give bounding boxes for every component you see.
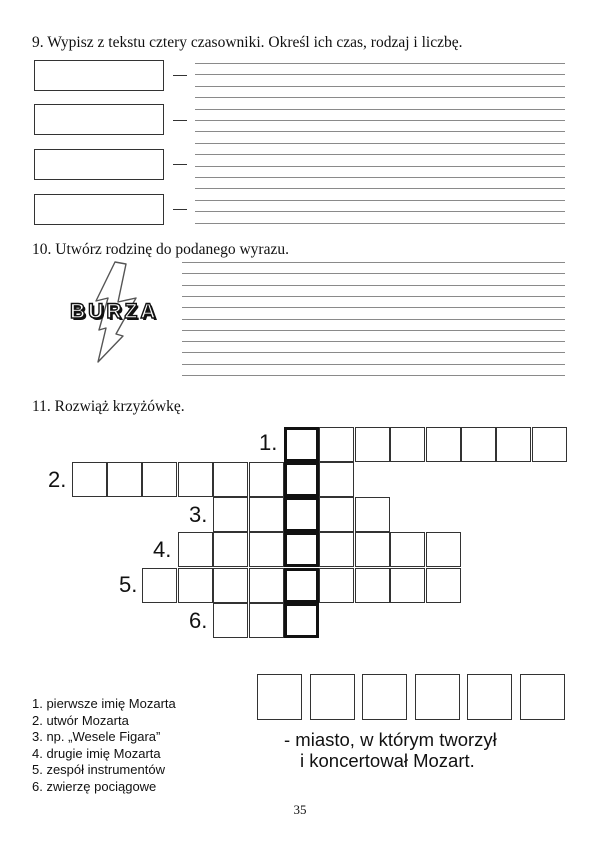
- crossword-cell[interactable]: [355, 568, 390, 603]
- clue-item: 5. zespół instrumentów: [32, 762, 165, 777]
- crossword-cell[interactable]: [426, 427, 461, 462]
- crossword-cell[interactable]: [390, 532, 425, 567]
- writing-line[interactable]: [195, 223, 565, 224]
- writing-line[interactable]: [195, 166, 565, 167]
- clue-item: 2. utwór Mozarta: [32, 712, 129, 728]
- writing-line[interactable]: [182, 364, 565, 365]
- crossword-cell[interactable]: [142, 462, 177, 497]
- crossword-cell[interactable]: [249, 568, 284, 603]
- city-letter-box[interactable]: [362, 674, 407, 720]
- dash-separator: [173, 209, 187, 210]
- dash-separator: [173, 164, 187, 165]
- writing-line[interactable]: [182, 296, 565, 297]
- crossword-cell[interactable]: [178, 532, 213, 567]
- task-11-title: 11. Rozwiąż krzyżówkę.: [32, 398, 185, 415]
- crossword-cell[interactable]: [213, 497, 248, 532]
- writing-line[interactable]: [195, 74, 565, 75]
- writing-line[interactable]: [182, 262, 565, 263]
- crossword-cell[interactable]: [249, 603, 284, 638]
- verb-answer-box[interactable]: [34, 104, 164, 135]
- crossword-key-cell[interactable]: [284, 603, 319, 638]
- crossword-cell[interactable]: [213, 532, 248, 567]
- crossword-cell[interactable]: [178, 568, 213, 603]
- clue-number: 3.: [189, 502, 208, 527]
- verb-answer-box[interactable]: [34, 60, 164, 91]
- writing-line[interactable]: [195, 154, 565, 155]
- crossword-cell[interactable]: [355, 427, 390, 462]
- writing-line[interactable]: [182, 352, 565, 353]
- writing-line[interactable]: [195, 177, 565, 178]
- crossword-cell[interactable]: [426, 532, 461, 567]
- writing-line[interactable]: [195, 120, 565, 121]
- city-letter-box[interactable]: [257, 674, 302, 720]
- crossword-cell[interactable]: [355, 532, 390, 567]
- source-word: BURZA: [70, 300, 159, 323]
- crossword-cell[interactable]: [426, 568, 461, 603]
- writing-line[interactable]: [195, 143, 565, 144]
- writing-line[interactable]: [195, 63, 565, 64]
- city-caption-line-1: - miasto, w którym tworzył: [284, 729, 497, 750]
- crossword-key-cell[interactable]: [284, 462, 319, 497]
- crossword-cell[interactable]: [72, 462, 107, 497]
- crossword-cell[interactable]: [213, 462, 248, 497]
- clue-item: 3. np. „Wesele Figara”: [32, 729, 161, 744]
- verb-answer-box[interactable]: [34, 149, 164, 180]
- crossword-cell[interactable]: [249, 462, 284, 497]
- clue-number: 5.: [119, 572, 138, 597]
- crossword-cell[interactable]: [319, 497, 354, 532]
- city-letter-box[interactable]: [415, 674, 460, 720]
- crossword-cell[interactable]: [213, 568, 248, 603]
- writing-line[interactable]: [195, 200, 565, 201]
- writing-line[interactable]: [182, 375, 565, 376]
- clue-number: 1.: [259, 430, 278, 455]
- crossword-cell[interactable]: [355, 497, 390, 532]
- crossword-cell[interactable]: [532, 427, 567, 462]
- writing-line[interactable]: [182, 319, 565, 320]
- writing-line[interactable]: [195, 131, 565, 132]
- clue-number: 4.: [153, 537, 172, 562]
- crossword-cell[interactable]: [249, 497, 284, 532]
- writing-line[interactable]: [195, 109, 565, 110]
- verb-answer-box[interactable]: [34, 194, 164, 225]
- writing-line[interactable]: [182, 341, 565, 342]
- crossword-cell[interactable]: [319, 462, 354, 497]
- crossword-key-cell[interactable]: [284, 532, 319, 567]
- crossword-cell[interactable]: [178, 462, 213, 497]
- writing-line[interactable]: [195, 211, 565, 212]
- writing-line[interactable]: [182, 330, 565, 331]
- task-10-title: 10. Utwórz rodzinę do podanego wyrazu.: [32, 241, 289, 258]
- clue-number: 6.: [189, 608, 208, 633]
- clue-item: 4. drugie imię Mozarta: [32, 745, 161, 761]
- clue-list: [32, 696, 176, 795]
- dash-separator: [173, 75, 187, 76]
- writing-line[interactable]: [195, 97, 565, 98]
- crossword-cell[interactable]: [319, 532, 354, 567]
- crossword-cell[interactable]: [319, 427, 354, 462]
- crossword-key-cell[interactable]: [284, 427, 319, 462]
- crossword-cell[interactable]: [142, 568, 177, 603]
- crossword-cell[interactable]: [213, 603, 248, 638]
- crossword-cell[interactable]: [496, 427, 531, 462]
- crossword-cell[interactable]: [390, 427, 425, 462]
- crossword-key-cell[interactable]: [284, 568, 319, 603]
- clue-number: 2.: [48, 467, 67, 492]
- writing-line[interactable]: [182, 307, 565, 308]
- city-caption-line-2: i koncertował Mozart.: [300, 750, 475, 771]
- city-letter-box[interactable]: [467, 674, 512, 720]
- clue-item: 1. pierwsze imię Mozarta: [32, 696, 176, 711]
- crossword-key-cell[interactable]: [284, 497, 319, 532]
- task-9-title: 9. Wypisz z tekstu cztery czasowniki. Określ ich czas, rodzaj i liczbę.: [32, 34, 463, 51]
- page-number: 35: [293, 802, 307, 817]
- city-letter-box[interactable]: [310, 674, 355, 720]
- writing-line[interactable]: [182, 273, 565, 274]
- writing-line[interactable]: [195, 86, 565, 87]
- crossword-cell[interactable]: [461, 427, 496, 462]
- crossword-cell[interactable]: [319, 568, 354, 603]
- dash-separator: [173, 120, 187, 121]
- writing-line[interactable]: [195, 188, 565, 189]
- crossword-cell[interactable]: [107, 462, 142, 497]
- city-letter-box[interactable]: [520, 674, 565, 720]
- writing-line[interactable]: [182, 285, 565, 286]
- crossword-cell[interactable]: [390, 568, 425, 603]
- clue-item: 6. zwierzę pociągowe: [32, 778, 157, 794]
- crossword-cell[interactable]: [249, 532, 284, 567]
